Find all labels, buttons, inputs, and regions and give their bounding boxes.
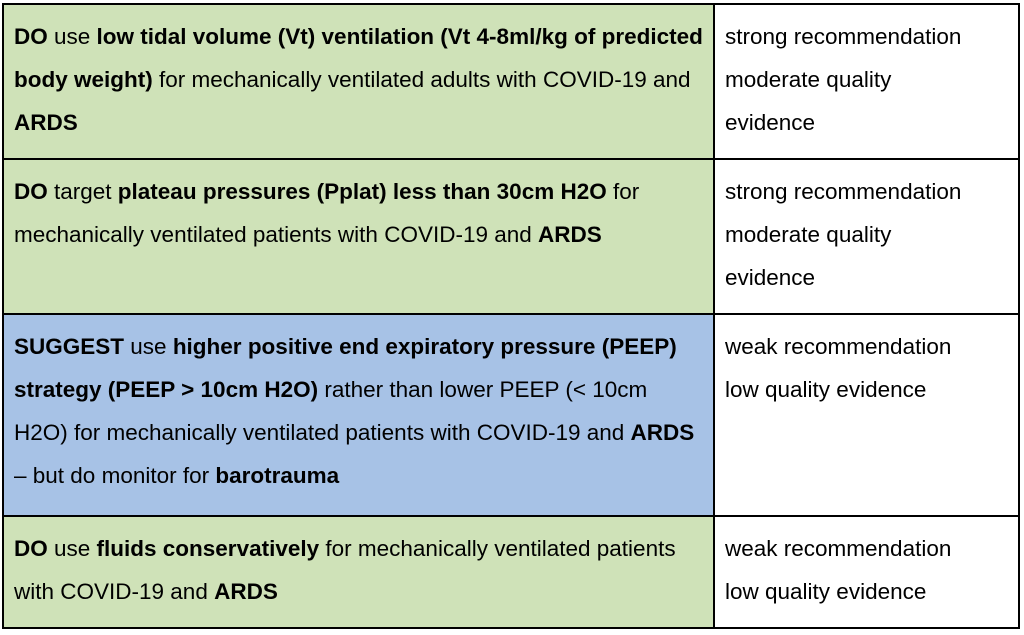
table-row (3, 314, 1019, 516)
statement-cell (3, 516, 714, 628)
statement-emphasis: DO (14, 536, 48, 561)
recommendation-cell (714, 159, 1019, 314)
statement-emphasis: higher positive end expiratory pressure (PEEP) strategy (PEEP > 10cm H2O) (14, 334, 677, 402)
recommendation-cell (714, 516, 1019, 628)
statement-emphasis: low tidal volume (Vt) ventilation (Vt 4-8ml/kg of predicted body weight) (14, 24, 703, 92)
statement-text: use (124, 334, 173, 359)
table-row (3, 516, 1019, 628)
statement-emphasis: ARDS (538, 222, 602, 247)
statement-text: target (47, 179, 118, 204)
statement-text: – but do monitor for (14, 463, 216, 488)
recommendation-cell (714, 4, 1019, 159)
statement-cell (3, 159, 714, 314)
recommendation-text: moderate quality (725, 67, 892, 92)
statement-emphasis: ARDS (14, 110, 78, 135)
recommendation-text: low quality evidence (725, 377, 927, 402)
statement-emphasis: DO (14, 179, 48, 204)
table-row (3, 4, 1019, 159)
statement-cell (3, 314, 714, 516)
statement-emphasis: barotrauma (215, 463, 340, 488)
statement-emphasis: ARDS (630, 420, 695, 445)
statement-text: rather than lower PEEP (< 10cm H2O) for mechanically ventilated patients with COVID-19 and (14, 377, 648, 445)
table-row (3, 159, 1019, 314)
recommendation-text: evidence (725, 265, 816, 290)
recommendation-text: moderate quality (725, 222, 892, 247)
statement-emphasis: fluids conservatively (96, 536, 320, 561)
recommendation-text: evidence (725, 110, 816, 135)
recommendation-text: low quality evidence (725, 579, 927, 604)
recommendation-text: strong recommendation (725, 179, 962, 204)
statement-emphasis: DO (14, 24, 48, 49)
statement-text: use (47, 24, 97, 49)
recommendations-table (2, 3, 1020, 629)
statement-text: for mechanically ventilated adults with COVID-19 and (152, 67, 691, 92)
statement-cell (3, 4, 714, 159)
statement-emphasis: SUGGEST (14, 334, 125, 359)
recommendation-text: strong recommendation (725, 24, 962, 49)
statement-text: for mechanically ventilated patients with COVID-19 and (14, 536, 676, 604)
statement-text: for mechanically ventilated patients with COVID-19 and (14, 179, 640, 247)
statement-text: use (47, 536, 97, 561)
statement-emphasis: plateau pressures (Pplat) less than 30cm H2O (117, 179, 607, 204)
recommendation-text: weak recommendation (725, 536, 952, 561)
statement-emphasis: ARDS (214, 579, 278, 604)
recommendation-cell (714, 314, 1019, 516)
recommendation-text: weak recommendation (725, 334, 952, 359)
